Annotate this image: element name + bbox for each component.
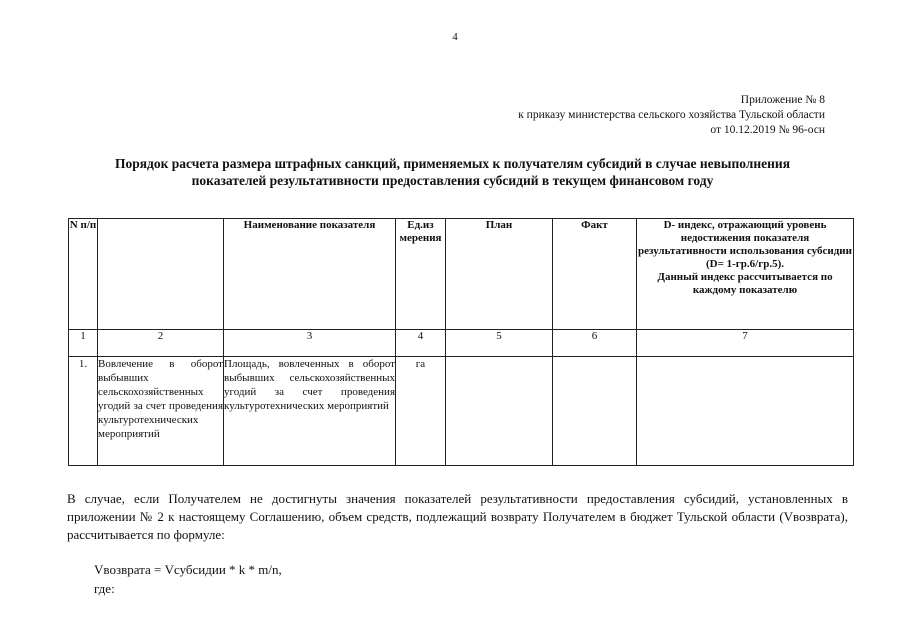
header-index-line-3: Данный индекс рассчитывается по каждому показателю [657, 271, 833, 296]
header-num: N п/п [69, 219, 98, 330]
row-number: 1. [69, 357, 98, 466]
table-header-row [69, 219, 854, 330]
appendix-line-3: от 10.12.2019 № 96-осн [710, 124, 825, 136]
appendix-line-2: к приказу министерства сельского хозяйства Тульской области [518, 109, 825, 121]
row-index [637, 357, 854, 466]
column-number: 7 [637, 330, 854, 357]
title-line-1: Порядок расчета размера штрафных санкций, применяемых к получателям субсидий в случае невыполнения [114, 156, 791, 171]
formula: Vвозврата = Vсубсидии * k * m/n, [94, 562, 282, 577]
title-line-2: показателей результативности предоставления субсидий в текущем финансовом году [191, 173, 714, 188]
formula-where: где: [94, 581, 115, 596]
header-direction [98, 219, 224, 330]
header-index-line-2: (D= 1-гр.6/гр.5). [706, 258, 784, 270]
header-plan: План [446, 219, 553, 330]
row-fact [553, 357, 637, 466]
header-index-line-1: D- индекс, отражающий уровень недостижения показателя результативности использования субсидии [638, 219, 852, 257]
column-number: 2 [98, 330, 224, 357]
body-paragraph: В случае, если Получателем не достигнуты значения показателей результативности предоставления субсидий, установленных в приложении № 2 к настоящему Соглашению, объем средств, подлежащий возврату Получателем в бюджет Тульской области (Vвозврата), рассчитывается по формуле: [67, 491, 848, 542]
column-number: 5 [446, 330, 553, 357]
column-number: 1 [69, 330, 98, 357]
row-unit: га [396, 357, 446, 466]
column-number: 6 [553, 330, 637, 357]
header-indicator: Наименование показателя [224, 219, 396, 330]
header-index [637, 219, 854, 330]
column-number-row [69, 330, 854, 357]
penalty-table [68, 218, 854, 466]
row-direction: Вовлечение в оборот выбывших сельскохозяйственных угодий за счет проведения культуротехнических мероприятий [98, 357, 224, 466]
page-number: 4 [452, 31, 458, 43]
header-unit: Ед.из мерения [396, 219, 446, 330]
table-row [69, 357, 854, 466]
row-plan [446, 357, 553, 466]
header-fact: Факт [553, 219, 637, 330]
appendix-line-1: Приложение № 8 [740, 94, 825, 106]
document-title [60, 155, 845, 189]
appendix-reference [440, 93, 825, 138]
row-indicator: Площадь, вовлеченных в оборот выбывших сельскохозяйственных угодий за счет проведения культуротехнических мероприятий [224, 357, 396, 466]
column-number: 3 [224, 330, 396, 357]
column-number: 4 [396, 330, 446, 357]
